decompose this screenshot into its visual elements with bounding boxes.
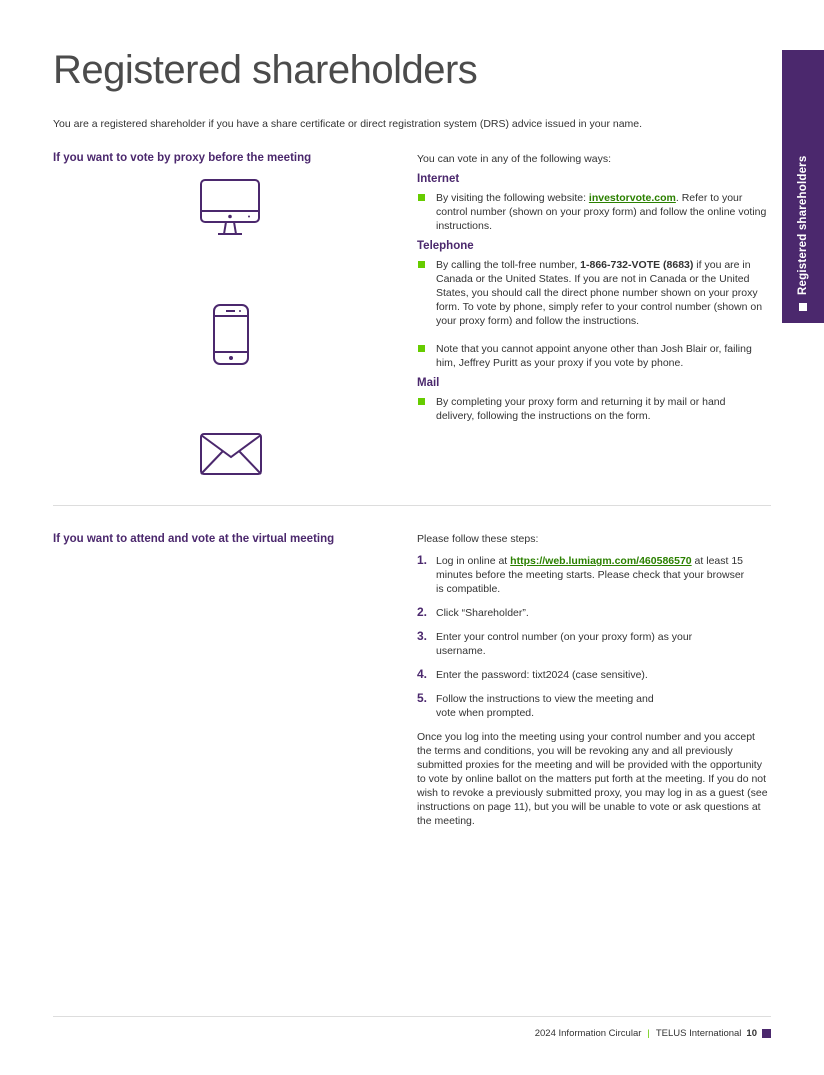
step-3 [417, 630, 772, 658]
telephone-note-bullet [417, 342, 772, 370]
bullet-square-icon [418, 345, 425, 352]
step-3-text: Enter your control number (on your proxy form) as your username. [436, 631, 693, 657]
smartphone-icon [211, 303, 251, 367]
monitor-icon [198, 178, 262, 238]
step-number: 1. [417, 553, 428, 567]
virtual-content [417, 532, 772, 828]
step-number: 5. [417, 691, 428, 705]
virtual-section-heading: If you want to attend and vote at the virtual meeting [53, 533, 335, 545]
virtual-closing-text: Once you log into the meeting using your control number and you accept the terms and conditions, you will be revoking any and all previously submitted proxies for the meeting and will be provided with the opportunity to vote by online ballot on the matters put forth at the meeting. If you do not wish to revoke a previously submitted proxy, you may log in as a guest (see instructions on page 11), but you will be unable to vote or ask questions at the meeting. [417, 731, 768, 827]
mail-bullet [417, 395, 772, 423]
page-square-icon [762, 1029, 771, 1038]
footer-doc-title: 2024 Information Circular [534, 1028, 642, 1039]
side-tab [782, 50, 824, 323]
telephone-text-after: if you are in Canada or the United States. If you are not in Canada or the United States, you should call the direct phone number shown on your proxy form. To vote by phone, simply refer to your control number (shown on your proxy form) and follow the instructions. [436, 259, 763, 327]
step-4 [417, 668, 772, 682]
step-number: 4. [417, 667, 428, 681]
bullet-square-icon [418, 194, 425, 201]
mail-text: By completing your proxy form and returning it by mail or hand delivery, following the instructions on the form. [436, 396, 726, 422]
step-1-text-after: at least 15 minutes before the meeting starts. Please check that your browser is compatible. [436, 555, 745, 595]
internet-text-after: . Refer to your control number (shown on your proxy form) and follow the online voting instructions. [436, 192, 767, 232]
footer-divider [53, 1016, 771, 1017]
bullet-square-icon [418, 261, 425, 268]
footer-separator: | [647, 1028, 650, 1039]
telephone-heading: Telephone [417, 240, 474, 252]
mail-heading: Mail [417, 377, 440, 389]
telephone-bullet [417, 258, 772, 328]
step-number: 3. [417, 629, 428, 643]
step-number: 2. [417, 605, 428, 619]
proxy-content [417, 152, 772, 429]
investorvote-link[interactable]: investorvote.com [588, 192, 676, 204]
envelope-icon [199, 432, 263, 476]
step-2-text: Click “Shareholder”. [436, 607, 529, 619]
proxy-lead: You can vote in any of the following ways: [417, 153, 611, 165]
internet-heading: Internet [417, 173, 460, 185]
page-number: 10 [746, 1028, 757, 1039]
telephone-note: Note that you cannot appoint anyone other than Josh Blair or, failing him, Jeffrey Puritt as your proxy if you vote by phone. [436, 343, 752, 369]
step-2 [417, 606, 772, 620]
phone-number: 1-866-732-VOTE (8683) [580, 259, 694, 271]
page-footer [535, 1028, 771, 1039]
bullet-square-icon [418, 398, 425, 405]
side-tab-label: Registered shareholders [797, 155, 809, 295]
telephone-text-before: By calling the toll-free number, [436, 259, 581, 271]
internet-text-before: By visiting the following website: [436, 192, 589, 204]
proxy-section-heading: If you want to vote by proxy before the meeting [53, 152, 312, 164]
page-title: Registered shareholders [53, 48, 478, 92]
section-divider [53, 505, 771, 506]
internet-bullet [417, 191, 772, 233]
side-tab-square-icon [799, 303, 807, 311]
step-1-text-before: Log in online at [436, 555, 511, 567]
virtual-lead: Please follow these steps: [417, 533, 539, 545]
step-1 [417, 554, 772, 596]
lumiagm-link[interactable]: https://web.lumiagm.com/460586570 [510, 555, 692, 567]
step-4-text: Enter the password: tixt2024 (case sensitive). [436, 669, 648, 681]
intro-text: You are a registered shareholder if you have a share certificate or direct registration system (DRS) advice issued in your name. [53, 118, 643, 130]
step-5 [417, 692, 772, 720]
step-5-text: Follow the instructions to view the meeting and vote when prompted. [436, 693, 654, 719]
footer-org: TELUS International [655, 1028, 742, 1039]
